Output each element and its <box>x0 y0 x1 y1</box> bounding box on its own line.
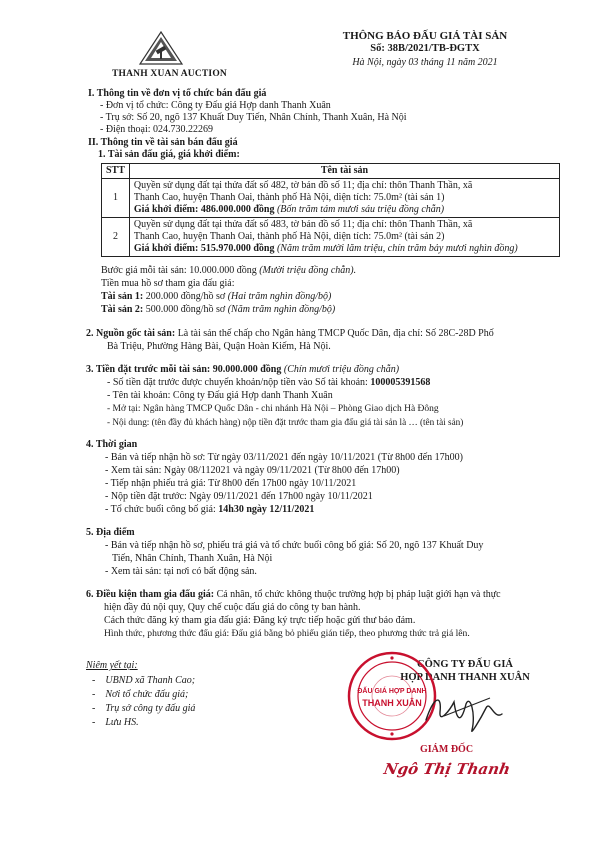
starting-price-words: (Năm trăm mười lăm triệu, chín trăm bảy mươi nghìn đồng) <box>276 243 518 254</box>
origin-line-1 <box>86 328 494 340</box>
column-header-stt: STT <box>102 164 130 179</box>
address-line: - Trụ sở: Số 20, ngõ 137 Khuất Duy Tiến, Nhân Chính, Thanh Xuân, Hà Nội <box>100 112 407 123</box>
signer-position: GIÁM ĐỐC <box>420 744 474 755</box>
time-line: - Bán và tiếp nhận hồ sơ: Từ ngày 03/11/2021 đến ngày 10/11/2021 (Từ 8h00 đến 17h00) <box>105 452 463 463</box>
doc-fee-2-label: Tài sản 2: <box>101 304 144 315</box>
posting-item: - Lưu HS. <box>92 717 139 728</box>
asset-description <box>129 179 559 218</box>
notice-number: Số: 38B/2021/TB-ĐGTX <box>370 43 480 54</box>
phone-line: - Điện thoại: 024.730.22269 <box>100 124 214 135</box>
posting-item-text: Trụ sở công ty đấu giá <box>105 703 196 714</box>
origin-text: Là tài sản thế chấp cho Ngân hàng TMCP Quốc Dân, địa chỉ: Số 28C-28D Phố <box>177 328 494 339</box>
starting-price-value: Giá khởi điểm: 515.970.000 đồng <box>133 243 275 254</box>
org-line: - Đơn vị tổ chức: Công ty Đấu giá Hợp danh Thanh Xuân <box>100 100 331 111</box>
conditions-heading: 6. Điều kiện tham gia đấu giá: <box>86 589 215 600</box>
account-number: 100005391568 <box>370 377 431 388</box>
origin-line-2: Bà Triệu, Phường Hàng Bài, Quận Hoàn Kiếm, Hà Nội. <box>107 341 331 352</box>
org-name: THANH XUAN AUCTION <box>112 69 227 79</box>
deposit-heading-line <box>86 364 399 376</box>
starting-price-value: Giá khởi điểm: 486.000.000 đồng <box>133 204 275 215</box>
deposit-account-line <box>107 377 430 389</box>
column-header-name: Tên tài sản <box>129 164 559 179</box>
starting-price-words: (Bốn trăm tám mươi sáu triệu đồng chẵn) <box>276 204 445 215</box>
seal-text: ĐẤU GIÁ HỢP DANH <box>357 688 427 695</box>
doc-fee-2-words: (Năm trăm nghìn đồng/bộ) <box>227 304 336 315</box>
place-line: - Xem tài sản: tại nơi có bất động sản. <box>105 566 257 577</box>
deposit-account-name: - Tên tài khoản: Công ty Đấu giá Hợp danh Thanh Xuân <box>107 390 333 401</box>
row-stt: 1 <box>102 179 130 218</box>
asset-line: Quyền sử dụng đất tại thửa đất số 483, tờ bản đồ số 11; địa chỉ: thôn Thanh Thần, xã <box>133 219 473 230</box>
notice-date: Hà Nội, ngày 03 tháng 11 năm 2021 <box>352 57 498 68</box>
posting-item-text: Lưu HS. <box>105 717 139 728</box>
assets-table <box>101 163 560 257</box>
doc-fee-1 <box>101 291 331 303</box>
deposit-heading: 3. Tiền đặt trước mỗi tài sản: 90.000.000 đồng <box>86 364 282 375</box>
time-line: - Xem tài sản: Ngày 08/112021 và ngày 09/11/2021 (Từ 8h00 đến 17h00) <box>105 465 400 476</box>
doc-fee-2 <box>101 304 335 316</box>
asset-description <box>129 218 559 257</box>
asset-line: Thanh Cao, huyện Thanh Oai, thành phố Hà Nội, diện tích: 75.0m² (tài sản 1) <box>133 192 445 203</box>
signer-company-line-2: HỢP DANH THANH XUÂN <box>400 672 530 683</box>
signer-company-line-1: CÔNG TY ĐẤU GIÁ <box>417 659 513 670</box>
signer-name: Ngô Thị Thanh <box>382 760 512 778</box>
deposit-account-label: - Số tiền đặt trước được chuyển khoản/nộp tiền vào Số tài khoản: <box>107 377 368 388</box>
doc-fee-1-label: Tài sản 1: <box>101 291 144 302</box>
posting-item: - Trụ sở công ty đấu giá <box>92 703 196 714</box>
auction-house-logo <box>138 30 184 66</box>
place-heading: 5. Địa điểm <box>86 527 135 538</box>
notice-title: THÔNG BÁO ĐẤU GIÁ TÀI SẢN <box>342 30 508 42</box>
section-1-heading: I. Thông tin về đơn vị tổ chức bán đấu giá <box>88 88 267 99</box>
place-line: - Bán và tiếp nhận hồ sơ, phiếu trả giá và tổ chức buổi công bố giá: Số 20, ngõ 137 Khuất Duy <box>105 540 484 551</box>
table-header-row <box>102 164 560 179</box>
time-line: - Nộp tiền đặt trước: Ngày 09/11/2021 đến 17h00 ngày 10/11/2021 <box>105 491 373 502</box>
conditions-line-4: Hình thức, phương thức đấu giá: Đấu giá bằng bỏ phiếu gián tiếp, theo phương thức trả giá lên. <box>104 628 470 639</box>
seal-text: THANH XUÂN <box>362 698 422 708</box>
table-row <box>102 179 560 218</box>
deposit-words: (Chín mươi triệu đồng chẵn) <box>283 364 400 375</box>
doc-fee-title: Tiền mua hồ sơ tham gia đấu giá: <box>101 278 235 289</box>
conditions-text: Cá nhân, tổ chức không thuộc trường hợp bị pháp luật giới hạn và thực <box>216 589 501 600</box>
posting-item: - UBND xã Thanh Cao; <box>92 675 196 686</box>
posting-item-text: UBND xã Thanh Cao; <box>105 675 196 686</box>
starting-price <box>134 243 555 255</box>
conditions-line-2: hiện đầy đủ nội quy, Quy chế cuộc đấu giá do công ty ban hành. <box>104 602 361 613</box>
time-heading: 4. Thời gian <box>86 439 138 450</box>
table-row <box>102 218 560 257</box>
conditions-line-3: Cách thức đăng ký tham gia đấu giá: Đăng ký trực tiếp hoặc gửi thư bảo đảm. <box>104 615 416 626</box>
assets-subheading: 1. Tài sản đấu giá, giá khởi điểm: <box>98 149 240 160</box>
origin-heading: 2. Nguồn gốc tài sản: <box>86 328 176 339</box>
posting-item: - Nơi tổ chức đấu giá; <box>92 689 189 700</box>
place-line: Tiến, Nhân Chính, Thanh Xuân, Hà Nội <box>112 553 273 564</box>
posting-title: Niêm yết tại: <box>86 660 138 671</box>
time-line: - Tiếp nhận phiếu trả giá: Từ 8h00 đến 17h00 ngày 10/11/2021 <box>105 478 357 489</box>
handwritten-signature <box>420 690 510 740</box>
doc-fee-1-words: (Hai trăm nghìn đồng/bộ) <box>227 291 332 302</box>
starting-price <box>134 204 555 216</box>
asset-line: Thanh Cao, huyện Thanh Oai, thành phố Hà Nội, diện tích: 75.0m² (tài sản 2) <box>133 231 445 242</box>
section-2-heading: II. Thông tin về tài sản bán đấu giá <box>88 137 238 148</box>
doc-fee-1-value: 200.000 đồng/hồ sơ <box>145 291 226 302</box>
deposit-bank: - Mở tại: Ngân hàng TMCP Quốc Dân - chi nhánh Hà Nội – Phòng Giao dịch Hà Đông <box>107 404 439 414</box>
posting-item-text: Nơi tổ chức đấu giá; <box>105 689 189 700</box>
conditions-line-1 <box>86 589 501 601</box>
announce-time: 14h30 ngày 12/11/2021 <box>218 504 315 515</box>
doc-fee-2-value: 500.000 đồng/hồ sơ <box>145 304 226 315</box>
step-price-words: (Mười triệu đồng chẵn). <box>259 265 357 276</box>
step-price-value: Bước giá mỗi tài sản: 10.000.000 đồng <box>101 265 257 276</box>
announce-label: - Tổ chức buổi công bố giá: <box>105 504 216 515</box>
asset-line: Quyền sử dụng đất tại thửa đất số 482, tờ bản đồ số 11; địa chỉ: thôn Thanh Thần, xã <box>133 180 473 191</box>
announce-line <box>105 504 314 516</box>
row-stt: 2 <box>102 218 130 257</box>
deposit-content: - Nội dung: (tên đầy đủ khách hàng) nộp tiền đặt trước tham gia đấu giá tài sản là … (tên tài sản) <box>107 417 464 427</box>
step-price <box>101 265 356 277</box>
